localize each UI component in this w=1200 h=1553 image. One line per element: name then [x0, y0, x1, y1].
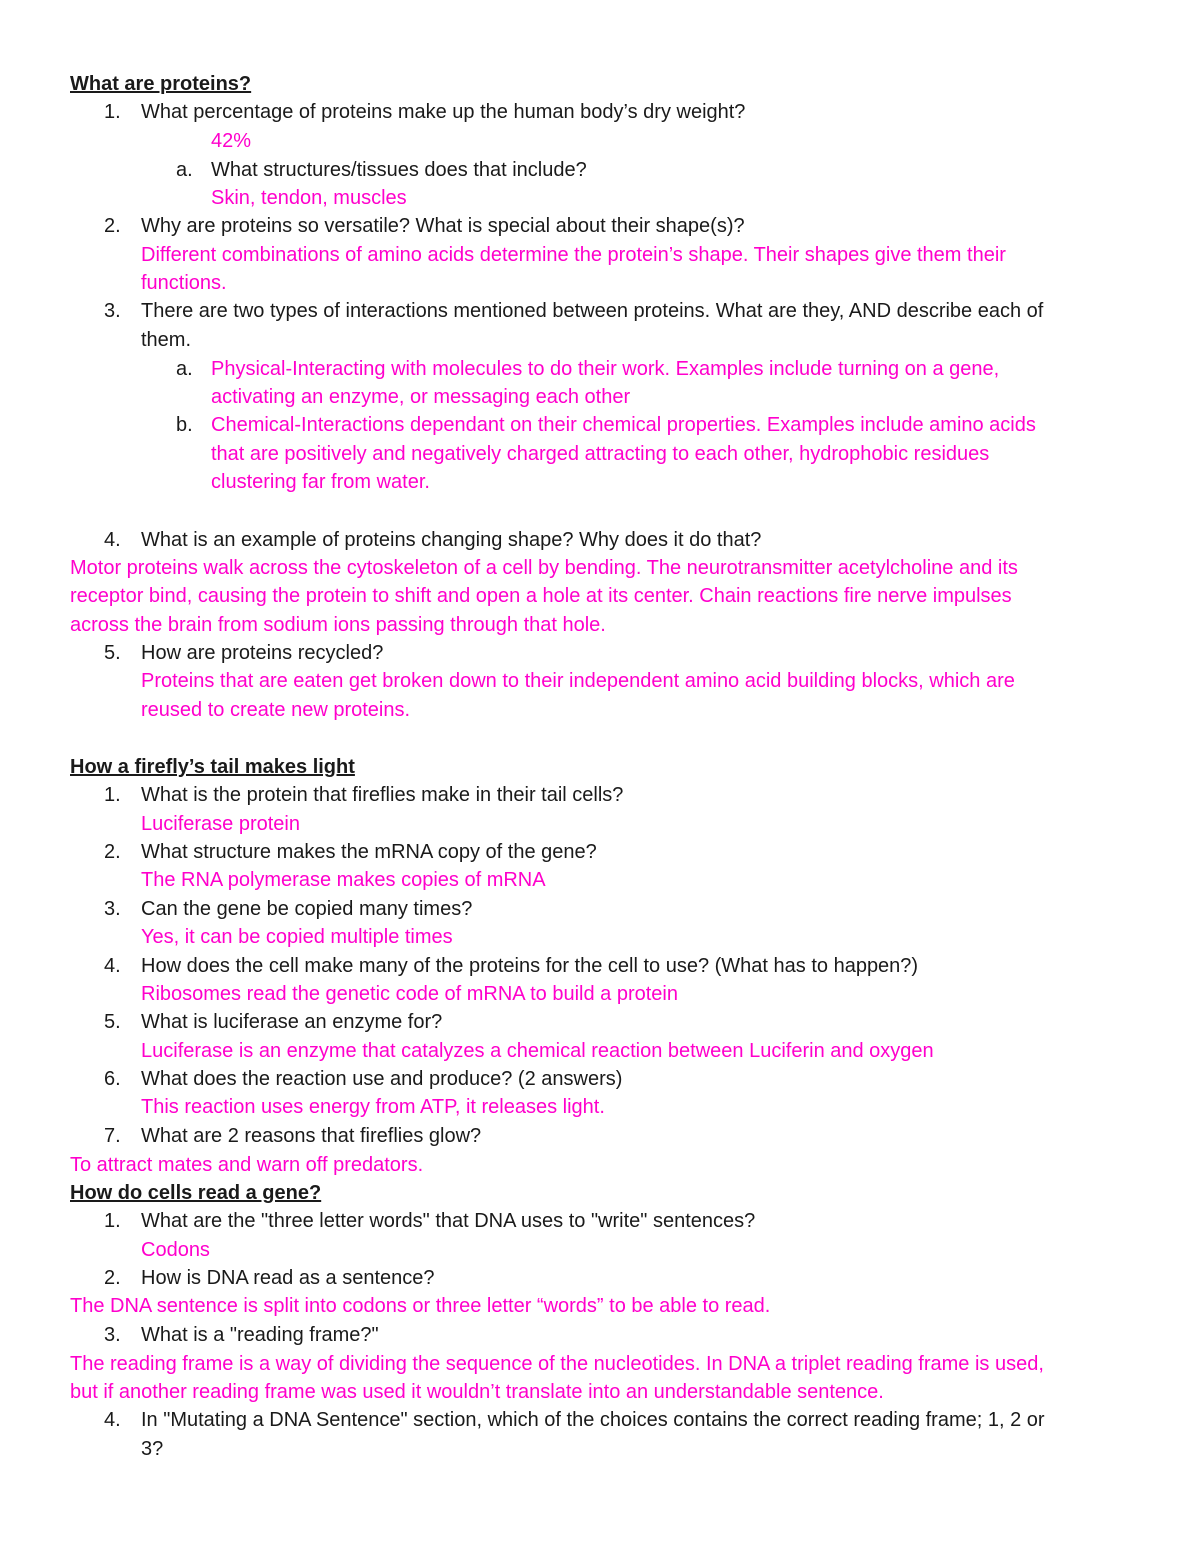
answer-text: 42%	[211, 130, 252, 152]
answer-text: reused to create new proteins.	[141, 699, 411, 721]
answer-text: Luciferase is an enzyme that catalyzes a chemical reaction between Luciferin and oxygen	[141, 1040, 934, 1062]
question-number: 5.	[104, 1011, 121, 1033]
question-text: Why are proteins so versatile? What is special about their shape(s)?	[141, 215, 745, 237]
answer-text: across the brain from sodium ions passing through that hole.	[70, 614, 606, 636]
answer-text: but if another reading frame was used it wouldn’t translate into an understandable sentence.	[70, 1381, 884, 1403]
question-number: 5.	[104, 642, 121, 664]
answer-text: Proteins that are eaten get broken down to their independent amino acid building blocks, which are	[141, 670, 1015, 692]
answer-text: Ribosomes read the genetic code of mRNA to build a protein	[141, 983, 678, 1005]
question-text: In "Mutating a DNA Sentence" section, which of the choices contains the correct reading frame; 1, 2 or	[141, 1409, 1045, 1431]
question-number: 6.	[104, 1068, 121, 1090]
answer-text: This reaction uses energy from ATP, it releases light.	[141, 1096, 605, 1118]
answer-text: Physical-Interacting with molecules to do their work. Examples include turning on a gene,	[211, 358, 1000, 380]
question-text: What is the protein that fireflies make in their tail cells?	[141, 784, 624, 806]
question-text: What does the reaction use and produce? (2 answers)	[141, 1068, 623, 1090]
sub-question-number: a.	[176, 159, 193, 181]
answer-text: The reading frame is a way of dividing the sequence of the nucleotides. In DNA a triplet reading frame is used,	[70, 1353, 1044, 1375]
question-text: What is a "reading frame?"	[141, 1324, 379, 1346]
answer-text: Yes, it can be copied multiple times	[141, 926, 453, 948]
section-heading-firefly: How a firefly’s tail makes light	[70, 756, 355, 778]
question-text: How does the cell make many of the proteins for the cell to use? (What has to happen?)	[141, 955, 919, 977]
question-number: 1.	[104, 101, 121, 123]
question-number: 3.	[104, 300, 121, 322]
question-text: What percentage of proteins make up the human body’s dry weight?	[141, 101, 746, 123]
question-text: Can the gene be copied many times?	[141, 898, 473, 920]
question-text: There are two types of interactions mentioned between proteins. What are they, AND describe each of	[141, 300, 1044, 322]
question-text: What are 2 reasons that fireflies glow?	[141, 1125, 482, 1147]
answer-text: Luciferase protein	[141, 813, 300, 835]
question-text: What is luciferase an enzyme for?	[141, 1011, 443, 1033]
answer-text: The RNA polymerase makes copies of mRNA	[141, 869, 546, 891]
answer-text: activating an enzyme, or messaging each other	[211, 386, 631, 408]
answer-text: Motor proteins walk across the cytoskeleton of a cell by bending. The neurotransmitter acetylcholine and its	[70, 557, 1018, 579]
answer-text: Skin, tendon, muscles	[211, 187, 407, 209]
section-heading-proteins: What are proteins?	[70, 73, 252, 95]
answer-text: The DNA sentence is split into codons or three letter “words” to be able to read.	[70, 1295, 771, 1317]
question-number: 4.	[104, 955, 121, 977]
question-text: What are the "three letter words" that DNA uses to "write" sentences?	[141, 1210, 756, 1232]
answer-text: clustering far from water.	[211, 471, 430, 493]
question-number: 1.	[104, 1210, 121, 1232]
question-text: How are proteins recycled?	[141, 642, 384, 664]
question-number: 3.	[104, 1324, 121, 1346]
question-number: 1.	[104, 784, 121, 806]
answer-text: functions.	[141, 272, 227, 294]
question-number: 7.	[104, 1125, 121, 1147]
question-text: How is DNA read as a sentence?	[141, 1267, 435, 1289]
question-number: 3.	[104, 898, 121, 920]
sub-question-number: b.	[176, 414, 193, 436]
question-number: 4.	[104, 529, 121, 551]
question-text: What is an example of proteins changing shape? Why does it do that?	[141, 529, 762, 551]
answer-text: To attract mates and warn off predators.	[70, 1154, 424, 1176]
answer-text: Codons	[141, 1239, 210, 1261]
question-text: What structure makes the mRNA copy of the gene?	[141, 841, 597, 863]
question-number: 2.	[104, 841, 121, 863]
sub-question-number: a.	[176, 358, 193, 380]
answer-text: Chemical-Interactions dependant on their chemical properties. Examples include amino acids	[211, 414, 1036, 436]
section-heading-gene: How do cells read a gene?	[70, 1182, 322, 1204]
answer-text: Different combinations of amino acids determine the protein’s shape. Their shapes give them their	[141, 244, 1006, 266]
question-number: 2.	[104, 215, 121, 237]
sub-question-text: What structures/tissues does that include?	[211, 159, 587, 181]
question-number: 4.	[104, 1409, 121, 1431]
question-number: 2.	[104, 1267, 121, 1289]
question-text: them.	[141, 329, 192, 351]
answer-text: that are positively and negatively charged attracting to each other, hydrophobic residues	[211, 443, 990, 465]
question-text: 3?	[141, 1438, 164, 1460]
answer-text: receptor bind, causing the protein to shift and open a hole at its center. Chain reactions fire nerve impulses	[70, 585, 1012, 607]
